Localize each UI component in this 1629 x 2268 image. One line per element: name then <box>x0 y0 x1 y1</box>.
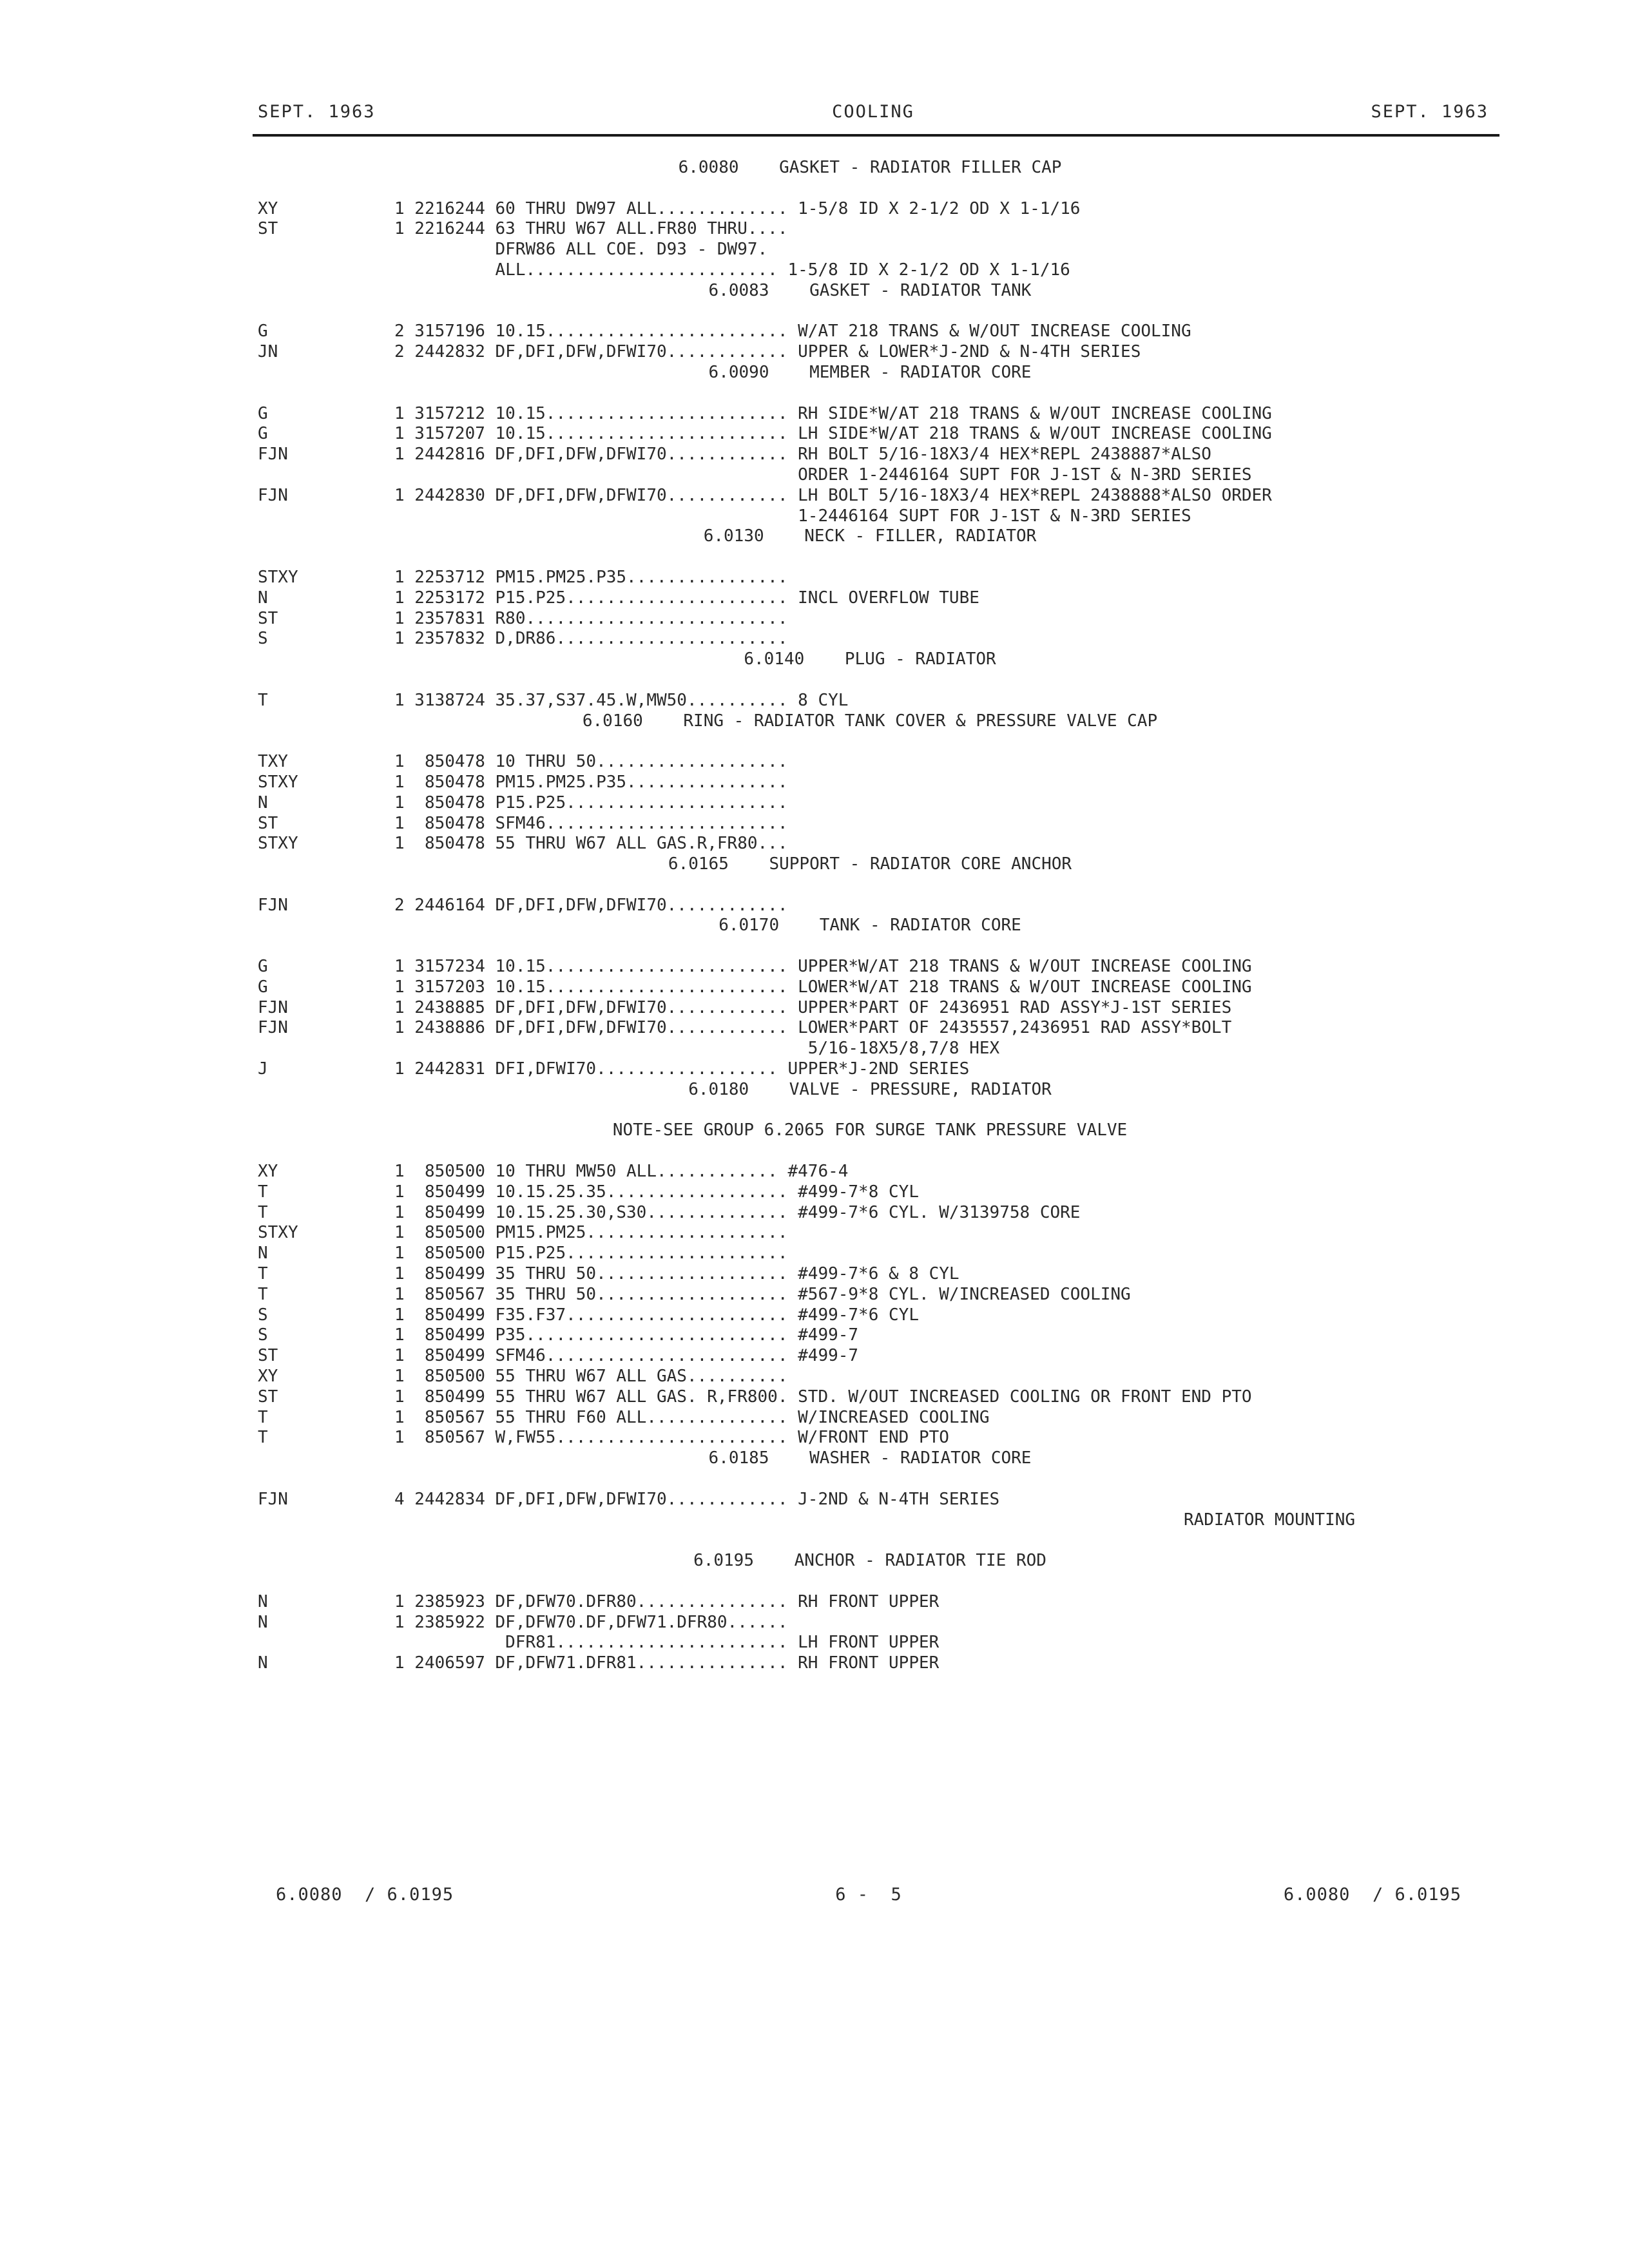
part-entry: 1 850499 35 THRU 50................... #499-7*6 & 8 CYL <box>394 1264 959 1284</box>
model-code: ST <box>258 1387 278 1407</box>
model-code: T <box>258 1202 268 1222</box>
header-section-title: COOLING <box>832 102 914 122</box>
section-heading-text: NOTE-SEE GROUP 6.2065 FOR SURGE TANK PRESSURE VALVE <box>612 1120 1128 1140</box>
section-heading <box>258 363 1482 383</box>
continuation-row <box>258 260 1482 281</box>
part-entry: 1 2442831 DFI,DFWI70.................. UPPER*J-2ND SERIES <box>394 1059 970 1079</box>
model-code: FJN <box>258 445 288 465</box>
table-row <box>258 1059 1482 1080</box>
part-entry: 4 2442834 DF,DFI,DFW,DFWI70............ J-2ND & N-4TH SERIES <box>394 1489 1000 1509</box>
table-row <box>258 1203 1482 1224</box>
model-code: G <box>258 957 268 977</box>
model-code: S <box>258 629 268 649</box>
part-entry: 5/16-18X5/8,7/8 HEX <box>394 1039 1000 1059</box>
part-entry: 1 2438886 DF,DFI,DFW,DFWI70............ LOWER*PART OF 2435557,2436951 RAD ASSY*BOLT <box>394 1018 1232 1038</box>
continuation-row <box>258 1039 1482 1059</box>
table-row <box>258 588 1482 609</box>
section-heading-text: RADIATOR MOUNTING <box>1183 1510 1356 1530</box>
part-entry: 1 2216244 63 THRU W67 ALL.FR80 THRU.... <box>394 219 788 239</box>
model-code: J <box>258 1059 268 1079</box>
part-entry: 1 3157234 10.15........................ UPPER*W/AT 218 TRANS & W/OUT INCREASE COOLING <box>394 957 1252 977</box>
table-row <box>258 977 1482 998</box>
part-entry: ALL......................... 1-5/8 ID X 2-1/2 OD X 1-1/16 <box>394 260 1070 280</box>
part-entry: 1 850567 35 THRU 50................... #567-9*8 CYL. W/INCREASED COOLING <box>394 1284 1131 1304</box>
part-entry: 1 850500 55 THRU W67 ALL GAS.......... <box>394 1367 788 1387</box>
part-entry: 1 850567 55 THRU F60 ALL.............. W/INCREASED COOLING <box>394 1407 990 1427</box>
model-code: ST <box>258 1346 278 1366</box>
model-code: ST <box>258 608 278 628</box>
model-code: XY <box>258 1162 278 1182</box>
continuation-row <box>258 936 1482 957</box>
table-row <box>258 1285 1482 1305</box>
table-row <box>258 814 1482 834</box>
section-heading-text: 6.0170 TANK - RADIATOR CORE <box>718 916 1021 936</box>
header-date-right: SEPT. 1963 <box>1371 102 1489 122</box>
part-entry: 2 3157196 10.15........................ W/AT 218 TRANS & W/OUT INCREASE COOLING <box>394 322 1191 341</box>
part-entry: 1 3157203 10.15........................ LOWER*W/AT 218 TRANS & W/OUT INCREASE COOLING <box>394 977 1252 997</box>
part-entry: 1 850499 55 THRU W67 ALL GAS. R,FR800. STD. W/OUT INCREASED COOLING OR FRONT END PTO <box>394 1387 1252 1407</box>
continuation-row <box>258 670 1482 691</box>
part-entry: 2 2446164 DF,DFI,DFW,DFWI70............ <box>394 895 788 915</box>
table-row <box>258 1428 1482 1448</box>
model-code: T <box>258 1264 268 1284</box>
table-row <box>258 998 1482 1019</box>
part-entry: 1 850478 55 THRU W67 ALL GAS.R,FR80... <box>394 834 788 854</box>
model-code: STXY <box>258 772 298 792</box>
model-code: TXY <box>258 752 288 772</box>
continuation-row <box>258 1633 1482 1653</box>
continuation-row <box>258 506 1482 527</box>
footer-page-number: 6 - 5 <box>835 1885 902 1905</box>
footer-range-right: 6.0080 / 6.0195 <box>1283 1885 1461 1905</box>
model-code: T <box>258 1182 268 1202</box>
model-code: XY <box>258 1367 278 1387</box>
part-entry: DFR81....................... LH FRONT UPPER <box>394 1633 940 1653</box>
part-entry: 1 2216244 60 THRU DW97 ALL............. 1-5/8 ID X 2-1/2 OD X 1-1/16 <box>394 198 1081 218</box>
part-entry: DFRW86 ALL COE. D93 - DW97. <box>394 240 768 260</box>
part-entry: 1 2385923 DF,DFW70.DFR80............... RH FRONT UPPER <box>394 1591 940 1611</box>
continuation-row <box>258 1530 1482 1551</box>
table-row <box>258 1653 1482 1674</box>
model-code: STXY <box>258 567 298 587</box>
part-entry: 2 2442832 DF,DFI,DFW,DFWI70............ UPPER & LOWER*J-2ND & N-4TH SERIES <box>394 342 1141 362</box>
section-heading-text: 6.0195 ANCHOR - RADIATOR TIE ROD <box>693 1551 1046 1571</box>
table-row <box>258 896 1482 916</box>
parts-list <box>258 158 1482 1674</box>
model-code: T <box>258 690 268 710</box>
table-row <box>258 834 1482 854</box>
part-entry: 1 850500 P15.P25...................... <box>394 1244 788 1264</box>
table-row <box>258 1162 1482 1182</box>
table-row <box>258 1490 1482 1510</box>
continuation-row <box>258 1571 1482 1592</box>
part-entry: 1 850499 F35.F37...................... #499-7*6 CYL <box>394 1305 919 1325</box>
continuation-row <box>258 731 1482 752</box>
part-entry: 1 850478 SFM46........................ <box>394 813 788 833</box>
part-entry: 1 2442830 DF,DFI,DFW,DFWI70............ LH BOLT 5/16-18X3/4 HEX*REPL 2438888*ALSO ORDER <box>394 485 1272 505</box>
model-code: STXY <box>258 1223 298 1243</box>
part-entry: 1 850567 W,FW55....................... W/FRONT END PTO <box>394 1428 949 1448</box>
model-code: N <box>258 588 268 608</box>
table-row <box>258 1325 1482 1346</box>
model-code: G <box>258 322 268 341</box>
continuation-row <box>258 383 1482 404</box>
table-row <box>258 1346 1482 1367</box>
table-row <box>258 322 1482 342</box>
header-date-left: SEPT. 1963 <box>258 102 376 122</box>
section-heading-text: 6.0165 SUPPORT - RADIATOR CORE ANCHOR <box>668 854 1072 874</box>
section-heading <box>258 1080 1482 1100</box>
model-code: STXY <box>258 834 298 854</box>
page-header <box>258 102 1489 128</box>
part-entry: 1 850499 10.15.25.35.................. #499-7*8 CYL <box>394 1182 919 1202</box>
model-code: FJN <box>258 1018 288 1038</box>
table-row <box>258 1223 1482 1244</box>
continuation-row <box>258 240 1482 260</box>
table-row <box>258 445 1482 465</box>
model-code: T <box>258 1428 268 1448</box>
table-row <box>258 568 1482 588</box>
footer-range-left: 6.0080 / 6.0195 <box>276 1885 454 1905</box>
continuation-row <box>258 465 1482 486</box>
part-entry: 1 2357831 R80.......................... <box>394 608 788 628</box>
model-code: T <box>258 1407 268 1427</box>
part-entry: 1 2438885 DF,DFI,DFW,DFWI70............ UPPER*PART OF 2436951 RAD ASSY*J-1ST SERIES <box>394 997 1232 1017</box>
part-entry: ORDER 1-2446164 SUPT FOR J-1ST & N-3RD SERIES <box>394 465 1252 485</box>
model-code: N <box>258 1244 268 1264</box>
table-row <box>258 1613 1482 1633</box>
model-code: N <box>258 1591 268 1611</box>
section-heading <box>258 1448 1482 1469</box>
table-row <box>258 1387 1482 1408</box>
model-code: N <box>258 793 268 812</box>
table-row <box>258 1264 1482 1285</box>
part-entry: 1 2406597 DF,DFW71.DFR81............... RH FRONT UPPER <box>394 1653 940 1673</box>
section-heading-text: 6.0130 NECK - FILLER, RADIATOR <box>703 526 1037 546</box>
model-code: S <box>258 1305 268 1325</box>
section-heading-text: 6.0185 WASHER - RADIATOR CORE <box>708 1448 1032 1468</box>
continuation-row <box>258 547 1482 568</box>
part-entry: 1 850500 PM15.PM25.................... <box>394 1223 788 1243</box>
part-entry: 1 850478 10 THRU 50................... <box>394 752 788 772</box>
part-entry: 1 2385922 DF,DFW70.DF,DFW71.DFR80...... <box>394 1612 788 1632</box>
continuation-row <box>258 1141 1482 1162</box>
part-entry: 1 850499 10.15.25.30,S30.............. #499-7*6 CYL. W/3139758 CORE <box>394 1202 1081 1222</box>
table-row <box>258 691 1482 711</box>
section-heading-text: 6.0160 RING - RADIATOR TANK COVER & PRESSURE VALVE CAP <box>582 711 1158 731</box>
section-heading-text: 6.0180 VALVE - PRESSURE, RADIATOR <box>688 1079 1052 1099</box>
part-entry: 1 2357832 D,DR86....................... <box>394 629 788 649</box>
table-row <box>258 424 1482 445</box>
table-row <box>258 1305 1482 1326</box>
table-row <box>258 629 1482 649</box>
section-heading-text: 6.0080 GASKET - RADIATOR FILLER CAP <box>678 158 1062 177</box>
section-heading <box>258 649 1482 670</box>
model-code: N <box>258 1612 268 1632</box>
table-row <box>258 1408 1482 1428</box>
continuation-row <box>258 1100 1482 1121</box>
table-row <box>258 1367 1482 1387</box>
table-row <box>258 773 1482 793</box>
table-row <box>258 486 1482 506</box>
model-code: S <box>258 1325 268 1345</box>
section-heading <box>258 916 1482 936</box>
section-heading <box>258 281 1482 302</box>
section-heading <box>258 1510 1482 1531</box>
model-code: FJN <box>258 1489 288 1509</box>
model-code: G <box>258 977 268 997</box>
section-heading <box>258 526 1482 547</box>
section-heading-text: 6.0090 MEMBER - RADIATOR CORE <box>708 362 1032 382</box>
table-row <box>258 1018 1482 1039</box>
continuation-row <box>258 1469 1482 1490</box>
model-code: N <box>258 1653 268 1673</box>
part-entry: 1 850500 10 THRU MW50 ALL............ #476-4 <box>394 1162 849 1182</box>
model-code: FJN <box>258 895 288 915</box>
table-row <box>258 752 1482 773</box>
part-entry: 1 850499 SFM46........................ #499-7 <box>394 1346 859 1366</box>
model-code: T <box>258 1284 268 1304</box>
section-heading <box>258 711 1482 732</box>
part-entry: 1 850478 P15.P25...................... <box>394 793 788 812</box>
model-code: FJN <box>258 485 288 505</box>
model-code: G <box>258 403 268 423</box>
model-code: FJN <box>258 997 288 1017</box>
part-entry: 1 3157207 10.15........................ LH SIDE*W/AT 218 TRANS & W/OUT INCREASE COOLING <box>394 424 1272 444</box>
section-heading-text: 6.0083 GASKET - RADIATOR TANK <box>708 280 1032 300</box>
section-heading <box>258 158 1482 178</box>
table-row <box>258 219 1482 240</box>
table-row <box>258 404 1482 425</box>
part-entry: 1 850478 PM15.PM25.P35................ <box>394 772 788 792</box>
table-row <box>258 1592 1482 1613</box>
table-row <box>258 1244 1482 1264</box>
part-entry: 1 2442816 DF,DFI,DFW,DFWI70............ RH BOLT 5/16-18X3/4 HEX*REPL 2438887*ALSO <box>394 445 1211 465</box>
continuation-row <box>258 302 1482 322</box>
part-entry: 1 2253172 P15.P25...................... INCL OVERFLOW TUBE <box>394 588 979 608</box>
continuation-row <box>258 178 1482 199</box>
table-row <box>258 609 1482 629</box>
model-code: XY <box>258 198 278 218</box>
part-entry: 1 3157212 10.15........................ RH SIDE*W/AT 218 TRANS & W/OUT INCREASE COOLING <box>394 403 1272 423</box>
part-entry: 1 2253712 PM15.PM25.P35................ <box>394 567 788 587</box>
model-code: JN <box>258 342 278 362</box>
continuation-row <box>258 875 1482 896</box>
part-entry: 1 3138724 35.37,S37.45.W,MW50.......... 8 CYL <box>394 690 849 710</box>
section-heading <box>258 1551 1482 1571</box>
page-footer <box>276 1885 1461 1910</box>
part-entry: 1-2446164 SUPT FOR J-1ST & N-3RD SERIES <box>394 506 1191 526</box>
section-heading-text: 6.0140 PLUG - RADIATOR <box>744 649 996 669</box>
model-code: ST <box>258 219 278 239</box>
model-code: G <box>258 424 268 444</box>
header-rule <box>253 134 1499 137</box>
section-heading <box>258 1120 1482 1141</box>
table-row <box>258 793 1482 814</box>
section-heading <box>258 854 1482 875</box>
part-entry: 1 850499 P35.......................... #499-7 <box>394 1325 859 1345</box>
table-row <box>258 342 1482 363</box>
table-row <box>258 199 1482 220</box>
table-row <box>258 957 1482 977</box>
model-code: ST <box>258 813 278 833</box>
table-row <box>258 1182 1482 1203</box>
